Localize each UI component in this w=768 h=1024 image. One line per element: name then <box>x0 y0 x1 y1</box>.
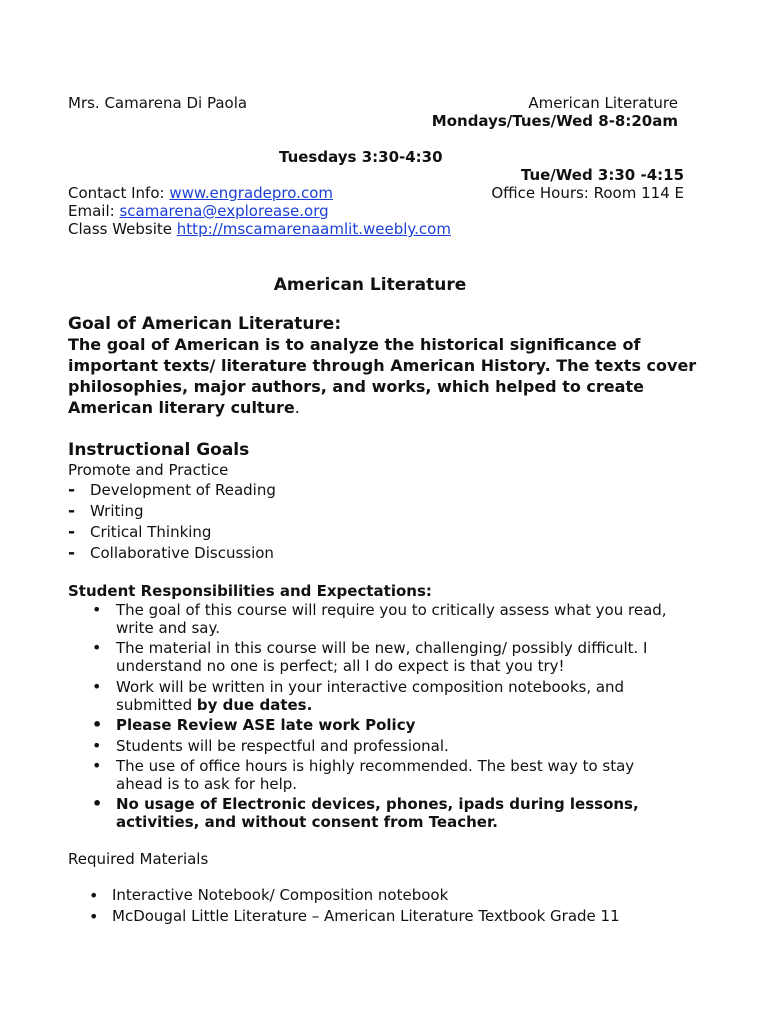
teacher-name: Mrs. Camarena Di Paola <box>68 94 248 112</box>
website-label: Class Website <box>68 220 177 238</box>
tue-wed-hours: Tue/Wed 3:30 -4:15 <box>520 166 684 184</box>
instructional-subheading: Promote and Practice <box>68 461 229 479</box>
contact-info-line <box>68 184 333 202</box>
list-item: • No usage of Electronic devices, phones, ipads during lessons, activities, and without consent from Teacher. <box>68 795 668 831</box>
responsibilities-heading: Student Responsibilities and Expectations: <box>68 582 432 600</box>
list-item: • Please Review ASE late work Policy <box>68 716 668 734</box>
list-item: • The material in this course will be new, challenging/ possibly difficult. I understand no one is perfect; all I do expect is that you try! <box>68 639 668 675</box>
contact-label: Contact Info: <box>68 184 170 202</box>
contact-link[interactable]: www.engradepro.com <box>169 184 333 202</box>
list-item-emphasis: by due dates. <box>196 695 313 714</box>
office-hours: Office Hours: Room 114 E <box>491 184 684 202</box>
tuesday-hours: Tuesdays 3:30-4:30 <box>279 148 443 166</box>
email-link[interactable]: scamarena@explorease.org <box>119 202 329 220</box>
materials-heading: Required Materials <box>68 850 209 868</box>
list-item: • The goal of this course will require you to critically assess what you read, write and say. <box>68 601 668 637</box>
email-line <box>68 202 329 220</box>
goal-period: . <box>294 398 300 417</box>
goal-body <box>68 334 708 418</box>
list-item <box>68 678 668 714</box>
responsibilities-list <box>68 601 668 834</box>
course-name: American Literature <box>528 94 678 112</box>
instructional-heading: Instructional Goals <box>68 440 250 460</box>
list-item: - Writing <box>68 501 276 522</box>
instructional-list <box>68 480 276 564</box>
list-item: • Students will be respectful and professional. <box>68 737 668 755</box>
website-line <box>68 220 451 238</box>
website-link[interactable]: http://mscamarenaamlit.weebly.com <box>176 220 451 238</box>
list-item: - Collaborative Discussion <box>68 543 276 564</box>
email-label: Email: <box>68 202 120 220</box>
list-item: • McDougal Little Literature – American Literature Textbook Grade 11 <box>68 906 620 927</box>
goal-text: The goal of American is to analyze the historical significance of important texts/ literature through American History. The texts cover philosophies, major authors, and works, which helped to create American literary culture <box>68 335 697 417</box>
page-title: American Literature <box>273 275 467 295</box>
list-item: - Critical Thinking <box>68 522 276 543</box>
list-item-text: Work will be written in your interactive composition notebooks, and submitted <box>116 677 625 714</box>
goal-heading: Goal of American Literature: <box>68 314 342 334</box>
list-item: - Development of Reading <box>68 480 276 501</box>
class-schedule: Mondays/Tues/Wed 8-8:20am <box>431 112 678 130</box>
list-item: • Interactive Notebook/ Composition notebook <box>68 885 620 906</box>
list-item: • The use of office hours is highly recommended. The best way to stay ahead is to ask for help. <box>68 757 668 793</box>
materials-list <box>68 885 620 927</box>
